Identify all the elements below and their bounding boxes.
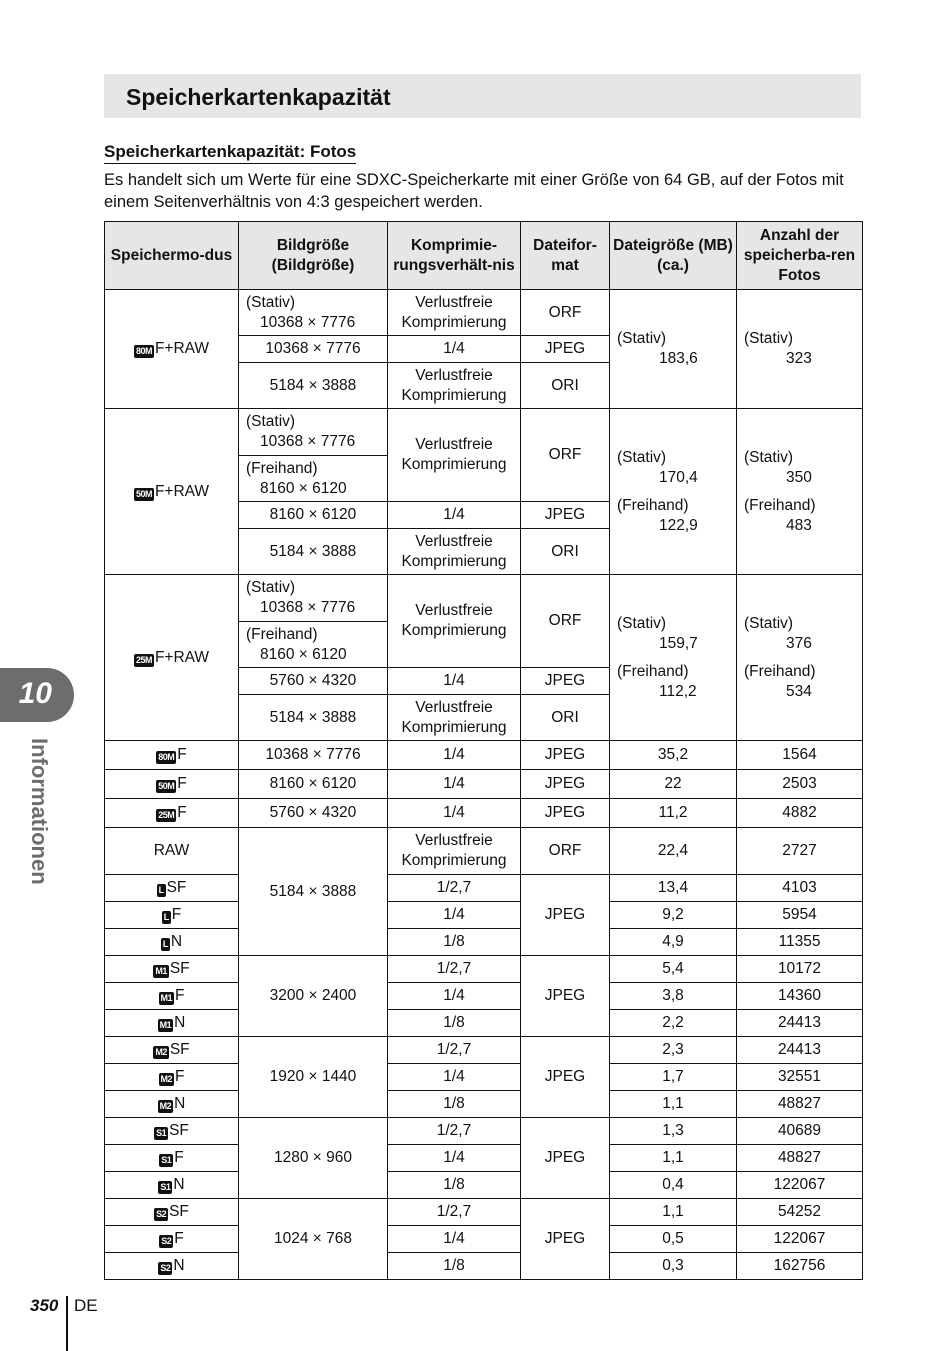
format-cell: JPEG bbox=[521, 741, 610, 770]
format-cell: JPEG bbox=[521, 336, 610, 363]
filesize-cell: 22 bbox=[610, 770, 737, 799]
ratio-cell: 1/4 bbox=[388, 1226, 521, 1253]
table-row bbox=[105, 1253, 863, 1280]
ratio-cell: 1/4 bbox=[388, 668, 521, 695]
size-cell: 5760 × 4320 bbox=[239, 668, 388, 695]
mode-m2-icon: M2 bbox=[160, 1074, 173, 1084]
filesize-cell: 0,4 bbox=[610, 1172, 737, 1199]
count-cell: 48827 bbox=[737, 1091, 863, 1118]
ratio-cell: 1/2,7 bbox=[388, 1199, 521, 1226]
mode-80m-icon: 80M bbox=[135, 346, 152, 356]
format-cell: JPEG bbox=[521, 1199, 610, 1280]
ratio-cell: 1/4 bbox=[388, 741, 521, 770]
size-cell: 8160 × 6120 bbox=[239, 502, 388, 529]
count-cell: 122067 bbox=[737, 1226, 863, 1253]
mode-cell: L SF bbox=[105, 875, 239, 902]
format-cell: JPEG bbox=[521, 956, 610, 1037]
count-cell: 122067 bbox=[737, 1172, 863, 1199]
filesize-cell: 1,1 bbox=[610, 1199, 737, 1226]
ratio-cell: 1/4 bbox=[388, 770, 521, 799]
mode-cell: M1 F bbox=[105, 983, 239, 1010]
filesize-cell: 13,4 bbox=[610, 875, 737, 902]
mode-s1-icon: S1 bbox=[160, 1182, 171, 1192]
table-row bbox=[105, 1226, 863, 1253]
mode-50m-icon: 50M bbox=[135, 488, 152, 499]
format-cell: ORF bbox=[521, 575, 610, 668]
filesize-cell: (Stativ) 183,6 bbox=[610, 290, 737, 409]
filesize-cell: (Stativ) 170,4 (Freihand) 122,9 bbox=[610, 409, 737, 575]
count-cell: 32551 bbox=[737, 1064, 863, 1091]
format-cell: JPEG bbox=[521, 668, 610, 695]
ratio-cell: Verlustfreie Komprimierung bbox=[388, 575, 521, 668]
mode-cell: L F bbox=[105, 902, 239, 929]
ratio-cell: 1/8 bbox=[388, 929, 521, 956]
count-cell: 10172 bbox=[737, 956, 863, 983]
mode-cell: M2 N bbox=[105, 1091, 239, 1118]
format-cell: ORI bbox=[521, 695, 610, 741]
filesize-cell: 5,4 bbox=[610, 956, 737, 983]
header-format: Dateifor-mat bbox=[521, 222, 610, 290]
table-row bbox=[105, 875, 863, 902]
mode-cell: 25M F+RAW bbox=[105, 575, 239, 741]
ratio-cell: 1/2,7 bbox=[388, 1037, 521, 1064]
ratio-cell: Verlustfreie Komprimierung bbox=[388, 363, 521, 409]
mode-l-icon: L bbox=[163, 912, 169, 922]
count-cell: (Stativ) 376 (Freihand) 534 bbox=[737, 575, 863, 741]
ratio-cell: 1/2,7 bbox=[388, 956, 521, 983]
filesize-cell: 1,1 bbox=[610, 1145, 737, 1172]
ratio-cell: 1/4 bbox=[388, 1145, 521, 1172]
count-cell: 4103 bbox=[737, 875, 863, 902]
filesize-cell: 11,2 bbox=[610, 799, 737, 828]
header-count: Anzahl der speicherba-ren Fotos bbox=[737, 222, 863, 290]
table-row bbox=[105, 1064, 863, 1091]
count-cell: (Stativ) 350 (Freihand) 483 bbox=[737, 409, 863, 575]
intro-text: Es handelt sich um Werte für eine SDXC-Speicherkarte mit einer Größe von 64 GB, auf der Fotos mit einem Seitenverhältnis von 4:3 gespeichert werden. bbox=[104, 171, 844, 211]
page-number: 350 bbox=[30, 1296, 59, 1315]
mode-m1-icon: M1 bbox=[160, 993, 173, 1003]
table-row bbox=[105, 1199, 863, 1226]
count-cell: 24413 bbox=[737, 1037, 863, 1064]
size-cell: 5184 × 3888 bbox=[239, 363, 388, 409]
ratio-cell: 1/4 bbox=[388, 336, 521, 363]
table-row bbox=[105, 1091, 863, 1118]
filesize-cell: 22,4 bbox=[610, 828, 737, 875]
count-cell: (Stativ) 323 bbox=[737, 290, 863, 409]
ratio-cell: 1/4 bbox=[388, 1064, 521, 1091]
size-cell: 5184 × 3888 bbox=[239, 828, 388, 956]
size-cell: 5184 × 3888 bbox=[239, 529, 388, 575]
size-cell: 1280 × 960 bbox=[239, 1118, 388, 1199]
table-row bbox=[105, 575, 863, 622]
ratio-cell: 1/2,7 bbox=[388, 1118, 521, 1145]
mode-cell: S2 F bbox=[105, 1226, 239, 1253]
ratio-cell: 1/8 bbox=[388, 1253, 521, 1280]
footer-divider bbox=[66, 1296, 68, 1351]
mode-cell: M2 F bbox=[105, 1064, 239, 1091]
table-row bbox=[105, 1010, 863, 1037]
mode-s2-icon: S2 bbox=[161, 1236, 172, 1246]
ratio-cell: 1/4 bbox=[388, 902, 521, 929]
chapter-number: 10 bbox=[18, 677, 52, 710]
format-cell: JPEG bbox=[521, 799, 610, 828]
mode-m1-icon: M1 bbox=[155, 966, 167, 976]
title-bar bbox=[104, 74, 861, 118]
mode-m1-icon: M1 bbox=[159, 1020, 172, 1030]
mode-l-icon: L bbox=[158, 885, 164, 895]
format-cell: JPEG bbox=[521, 1037, 610, 1118]
table-row bbox=[105, 1145, 863, 1172]
mode-25m-icon: 25M bbox=[158, 810, 175, 820]
table-row bbox=[105, 770, 863, 799]
count-cell: 40689 bbox=[737, 1118, 863, 1145]
table-row bbox=[105, 409, 863, 456]
mode-80m-icon: 80M bbox=[158, 752, 175, 762]
filesize-cell: 9,2 bbox=[610, 902, 737, 929]
format-cell: ORF bbox=[521, 828, 610, 875]
filesize-cell: 4,9 bbox=[610, 929, 737, 956]
size-cell: 5184 × 3888 bbox=[239, 695, 388, 741]
mode-m2-icon: M2 bbox=[155, 1047, 167, 1057]
table-row bbox=[105, 799, 863, 828]
mode-cell: 80M F bbox=[105, 741, 239, 770]
mode-cell: 50M F+RAW bbox=[105, 409, 239, 575]
count-cell: 2503 bbox=[737, 770, 863, 799]
mode-s2-icon: S2 bbox=[160, 1263, 171, 1273]
header-ratio: Komprimie-rungsverhält-nis bbox=[388, 222, 521, 290]
count-cell: 14360 bbox=[737, 983, 863, 1010]
header-size: Bildgröße (Bildgröße) bbox=[239, 222, 388, 290]
format-cell: ORI bbox=[521, 529, 610, 575]
filesize-cell: 2,2 bbox=[610, 1010, 737, 1037]
page-title: Speicherkartenkapazität bbox=[126, 84, 391, 110]
format-cell: ORF bbox=[521, 290, 610, 336]
size-cell: (Stativ) 10368 × 7776 bbox=[239, 575, 388, 622]
filesize-cell: 35,2 bbox=[610, 741, 737, 770]
count-cell: 24413 bbox=[737, 1010, 863, 1037]
count-cell: 11355 bbox=[737, 929, 863, 956]
count-cell: 4882 bbox=[737, 799, 863, 828]
table-row bbox=[105, 290, 863, 336]
section-subtitle: Speicherkartenkapazität: Fotos bbox=[104, 142, 356, 164]
format-cell: ORI bbox=[521, 363, 610, 409]
format-cell: JPEG bbox=[521, 1118, 610, 1199]
filesize-cell: 1,7 bbox=[610, 1064, 737, 1091]
header-mode: Speichermo-dus bbox=[105, 222, 239, 290]
size-cell: 8160 × 6120 bbox=[239, 770, 388, 799]
table-row bbox=[105, 956, 863, 983]
format-cell: ORF bbox=[521, 409, 610, 502]
mode-cell: S2 SF bbox=[105, 1199, 239, 1226]
table-row bbox=[105, 741, 863, 770]
filesize-cell: 2,3 bbox=[610, 1037, 737, 1064]
mode-cell: M2 SF bbox=[105, 1037, 239, 1064]
size-cell: (Freihand) 8160 × 6120 bbox=[239, 456, 388, 502]
ratio-cell: Verlustfreie Komprimierung bbox=[388, 695, 521, 741]
mode-cell: S2 N bbox=[105, 1253, 239, 1280]
ratio-cell: 1/4 bbox=[388, 799, 521, 828]
ratio-cell: Verlustfreie Komprimierung bbox=[388, 529, 521, 575]
table-row bbox=[105, 1118, 863, 1145]
count-cell: 2727 bbox=[737, 828, 863, 875]
filesize-cell: 0,3 bbox=[610, 1253, 737, 1280]
mode-cell: S1 SF bbox=[105, 1118, 239, 1145]
ratio-cell: 1/8 bbox=[388, 1172, 521, 1199]
size-cell: 1024 × 768 bbox=[239, 1199, 388, 1280]
table-row bbox=[105, 902, 863, 929]
mode-s1-icon: S1 bbox=[161, 1155, 172, 1165]
mode-s1-icon: S1 bbox=[156, 1128, 167, 1138]
mode-cell: S1 N bbox=[105, 1172, 239, 1199]
ratio-cell: 1/4 bbox=[388, 502, 521, 529]
page-language: DE bbox=[74, 1296, 98, 1315]
ratio-cell: 1/8 bbox=[388, 1091, 521, 1118]
mode-cell: 80M F+RAW bbox=[105, 290, 239, 409]
mode-cell: RAW bbox=[105, 828, 239, 875]
filesize-cell: 3,8 bbox=[610, 983, 737, 1010]
ratio-cell: Verlustfreie Komprimierung bbox=[388, 290, 521, 336]
filesize-cell: 1,3 bbox=[610, 1118, 737, 1145]
count-cell: 48827 bbox=[737, 1145, 863, 1172]
ratio-cell: Verlustfreie Komprimierung bbox=[388, 409, 521, 502]
format-cell: JPEG bbox=[521, 502, 610, 529]
count-cell: 1564 bbox=[737, 741, 863, 770]
mode-l-icon: L bbox=[162, 939, 168, 949]
header-filesize: Dateigröße (MB) (ca.) bbox=[610, 222, 737, 290]
size-cell: 5760 × 4320 bbox=[239, 799, 388, 828]
mode-cell: S1 F bbox=[105, 1145, 239, 1172]
table-row bbox=[105, 1037, 863, 1064]
ratio-cell: 1/8 bbox=[388, 1010, 521, 1037]
size-cell: 10368 × 7776 bbox=[239, 741, 388, 770]
table-row bbox=[105, 828, 863, 875]
table-row bbox=[105, 983, 863, 1010]
mode-cell: M1 SF bbox=[105, 956, 239, 983]
chapter-label: Informationen bbox=[27, 738, 52, 885]
size-cell: (Stativ) 10368 × 7776 bbox=[239, 409, 388, 456]
count-cell: 5954 bbox=[737, 902, 863, 929]
ratio-cell: Verlustfreie Komprimierung bbox=[388, 828, 521, 875]
size-cell: (Freihand) 8160 × 6120 bbox=[239, 622, 388, 668]
table-header-row bbox=[105, 222, 863, 290]
size-cell: 3200 × 2400 bbox=[239, 956, 388, 1037]
mode-s2-icon: S2 bbox=[156, 1209, 167, 1219]
capacity-table bbox=[104, 221, 863, 1280]
chapter-tab bbox=[0, 668, 74, 722]
filesize-cell: 1,1 bbox=[610, 1091, 737, 1118]
size-cell: 10368 × 7776 bbox=[239, 336, 388, 363]
mode-25m-icon: 25M bbox=[135, 654, 152, 665]
format-cell: JPEG bbox=[521, 770, 610, 799]
mode-cell: 50M F bbox=[105, 770, 239, 799]
mode-m2-icon: M2 bbox=[159, 1101, 172, 1111]
format-cell: JPEG bbox=[521, 875, 610, 956]
count-cell: 162756 bbox=[737, 1253, 863, 1280]
mode-50m-icon: 50M bbox=[158, 781, 175, 791]
count-cell: 54252 bbox=[737, 1199, 863, 1226]
size-cell: (Stativ) 10368 × 7776 bbox=[239, 290, 388, 336]
ratio-cell: 1/4 bbox=[388, 983, 521, 1010]
mode-cell: M1 N bbox=[105, 1010, 239, 1037]
size-cell: 1920 × 1440 bbox=[239, 1037, 388, 1118]
filesize-cell: 0,5 bbox=[610, 1226, 737, 1253]
mode-cell: 25M F bbox=[105, 799, 239, 828]
table-row bbox=[105, 1172, 863, 1199]
ratio-cell: 1/2,7 bbox=[388, 875, 521, 902]
mode-cell: L N bbox=[105, 929, 239, 956]
table-row bbox=[105, 929, 863, 956]
filesize-cell: (Stativ) 159,7 (Freihand) 112,2 bbox=[610, 575, 737, 741]
